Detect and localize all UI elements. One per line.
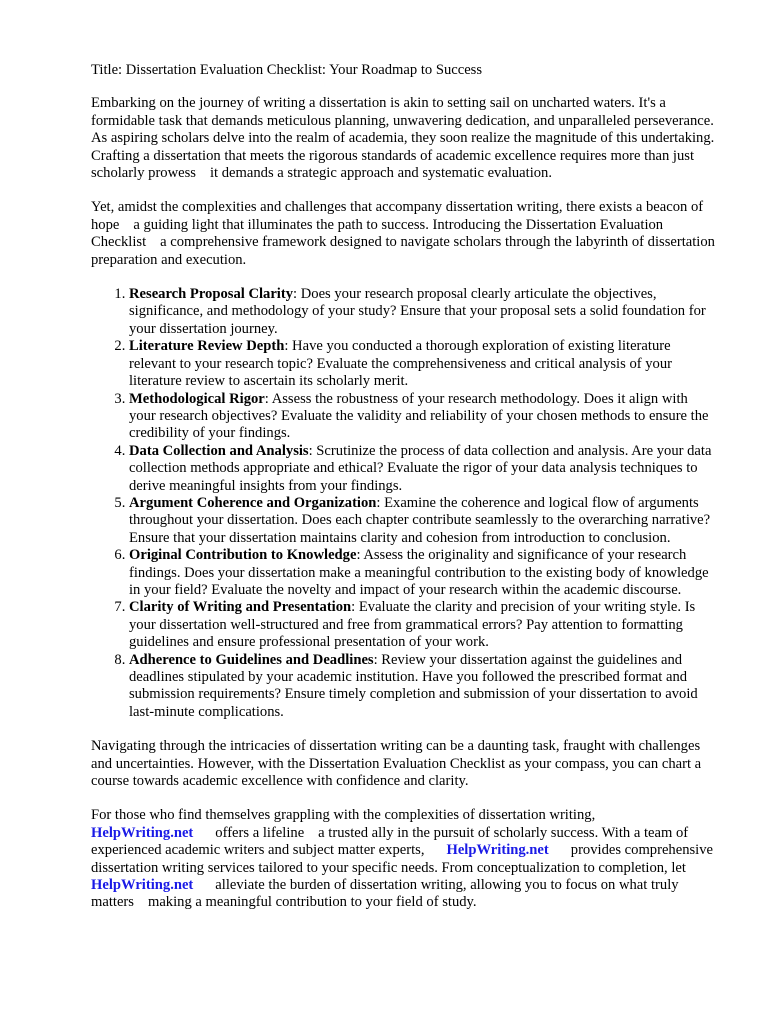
checklist-desc: : Examine the coherence and logical flow of arguments throughout your dissertation. Does each chapter contribute seamlessly to the overarching narrative? Ensure that your dissertation maintains clarity and cohesion from introduction to conclusion. (129, 494, 711, 546)
intro-paragraph (91, 95, 715, 182)
checklist-term: Clarity of Writing and Presentation (129, 599, 352, 616)
document-title: Title: Dissertation Evaluation Checklist: Your Roadmap to Success (91, 62, 483, 78)
beacon-text-b: a guiding light that illuminates the path to success. Introducing the Dissertation Evaluation Checklist (91, 216, 664, 251)
checklist (91, 286, 715, 721)
intro-text-a: Embarking on the journey of writing a dissertation is akin to setting sail on uncharted waters. It's a formidable task that demands meticulous planning, unwavering dedication, and unparalleled perseverance. As aspiring scholars delve into the realm of academia, they soon realize the magnitude of this undertaking. Crafting a dissertation that meets the rigorous standards of academic excellence requires more than just scholarly prowess (91, 95, 715, 182)
closing-text-b: offers a lifeline (215, 824, 305, 841)
checklist-desc: : Assess the originality and significance of your research findings. Does your dissertation make a meaningful contribution to the existing body of knowledge in your field? Evaluate the novelty and impact of your research within the academic discourse. (129, 547, 709, 598)
checklist-term: Methodological Rigor (129, 390, 265, 407)
checklist-desc: : Have you conducted a thorough exploration of existing literature relevant to your research topic? Evaluate the comprehensiveness and critical analysis of your literature review to ascertain its scholarly merit. (129, 338, 672, 390)
list-item (129, 443, 715, 495)
list-item (129, 652, 715, 722)
navigating-paragraph: Navigating through the intricacies of dissertation writing can be a daunting task, fraught with challenges and uncertainties. However, with the Dissertation Evaluation Checklist as your compass, you can chart a course towards academic excellence with confidence and clarity. (91, 738, 702, 790)
list-item (129, 338, 715, 390)
list-item (129, 599, 715, 651)
checklist-term: Adherence to Guidelines and Deadlines (129, 651, 374, 668)
checklist-term: Data Collection and Analysis (129, 442, 309, 459)
closing-text-e: alleviate the burden of dissertation writing, allowing you to focus on what truly matters (91, 877, 679, 911)
helpwriting-link-3[interactable]: HelpWriting.net (91, 877, 194, 894)
closing-text-c: a trusted ally in the pursuit of scholarly success. With a team of experienced academic writers and subject matter experts, (91, 824, 689, 859)
checklist-term: Original Contribution to Knowledge (129, 547, 357, 564)
beacon-text-a: Yet, amidst the complexities and challenges that accompany dissertation writing, there exists a beacon of hope (91, 199, 704, 233)
closing-paragraph (91, 807, 715, 911)
intro-text-b: it demands a strategic approach and systematic evaluation. (209, 165, 553, 182)
list-item (129, 495, 715, 547)
helpwriting-link-2[interactable]: HelpWriting.net (446, 842, 549, 859)
checklist-desc: : Review your dissertation against the guidelines and deadlines stipulated by your academic institution. Have you followed the prescribed format and submission requirements? Ensure timely completion and submission of your dissertation to avoid last-minute complications. (129, 651, 698, 720)
document-body (91, 62, 715, 929)
list-item (129, 286, 715, 338)
checklist-term: Research Proposal Clarity (129, 286, 294, 303)
list-item (129, 547, 715, 599)
list-item (129, 391, 715, 443)
checklist-desc: : Assess the robustness of your research methodology. Does it align with your research objectives? Evaluate the validity and reliability of your chosen methods to ensure the credibility of your findings. (129, 390, 709, 442)
closing-text-d: provides comprehensive dissertation writing services tailored to your specific needs. From conceptualization to completion, let (91, 842, 714, 876)
beacon-paragraph (91, 199, 715, 269)
closing-text-f: making a meaningful contribution to your field of study. (147, 894, 477, 911)
beacon-text-c: a comprehensive framework designed to navigate scholars through the labyrinth of dissertation preparation and execution. (91, 234, 715, 268)
checklist-desc: : Evaluate the clarity and precision of your writing style. Is your dissertation well-structured and free from grammatical errors? Pay attention to formatting guidelines and ensure professional presentation of your work. (129, 599, 696, 651)
closing-text-a: For those who find themselves grappling with the complexities of dissertation writing, (91, 807, 596, 824)
checklist-term: Argument Coherence and Organization (129, 494, 377, 511)
helpwriting-link-1[interactable]: HelpWriting.net (91, 824, 194, 841)
checklist-desc: : Scrutinize the process of data collection and analysis. Are your data collection methods appropriate and ethical? Evaluate the rigor of your data analysis techniques to derive meaningful insights from your findings. (129, 442, 712, 494)
checklist-term: Literature Review Depth (129, 338, 285, 355)
checklist-desc: : Does your research proposal clearly articulate the objectives, significance, and methodology of your study? Ensure that your proposal sets a solid foundation for your dissertation journey. (129, 286, 706, 337)
